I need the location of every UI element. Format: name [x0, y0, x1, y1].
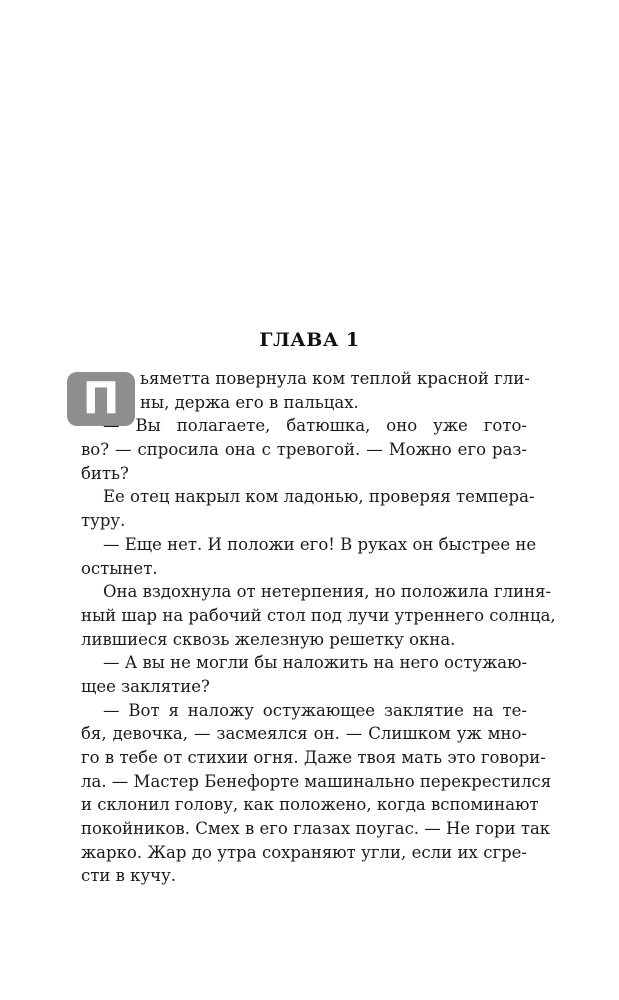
text-line: ла. — Мастер Бенефорте машинально перекрестился: [81, 771, 552, 791]
text-line: — Вы полагаете, батюшка, оно уже гото-: [103, 416, 527, 436]
text-line: ьяметта повернула ком теплой красной гли-: [140, 369, 530, 388]
text-line: Ее отец накрыл ком ладонью, проверяя темпера-: [103, 487, 535, 507]
text-line: покойников. Смех в его глазах поугас. — Не гори так: [81, 819, 551, 839]
chapter-title: ГЛАВА 1: [259, 329, 360, 351]
drop-cap-letter: П: [82, 373, 120, 424]
text-line: — Вот я наложу остужающее заклятие на те-: [103, 700, 527, 720]
text-line: жарко. Жар до утра сохраняют угли, если их сгре-: [81, 842, 527, 862]
text-line: — А вы не могли бы наложить на него остужаю-: [103, 653, 528, 673]
text-line: сти в кучу.: [81, 866, 177, 886]
text-line: щее заклятие?: [81, 676, 210, 696]
text-line: бить?: [81, 463, 129, 483]
text-line: туру.: [81, 511, 126, 531]
text-line: Она вздохнула от нетерпения, но положила глиня-: [103, 582, 552, 602]
text-line: лившиеся сквозь железную решетку окна.: [81, 629, 456, 649]
text-line: — Еще нет. И положи его! В руках он быстрее не: [103, 534, 537, 554]
text-line: ны, держа его в пальцах.: [140, 392, 359, 412]
text-line: остынет.: [81, 558, 158, 578]
text-line: ный шар на рабочий стол под лучи утреннего солнца,: [81, 605, 556, 625]
text-line: го в тебе от стихии огня. Даже твоя мать это говори-: [81, 748, 546, 767]
text-line: и склонил голову, как положено, когда вспоминают: [81, 795, 539, 815]
chapter-body-text: [81, 367, 556, 888]
text-line: бя, девочка, — засмеялся он. — Слишком уж мно-: [81, 724, 527, 744]
text-line: во? — спросила она с тревогой. — Можно его раз-: [81, 440, 527, 460]
